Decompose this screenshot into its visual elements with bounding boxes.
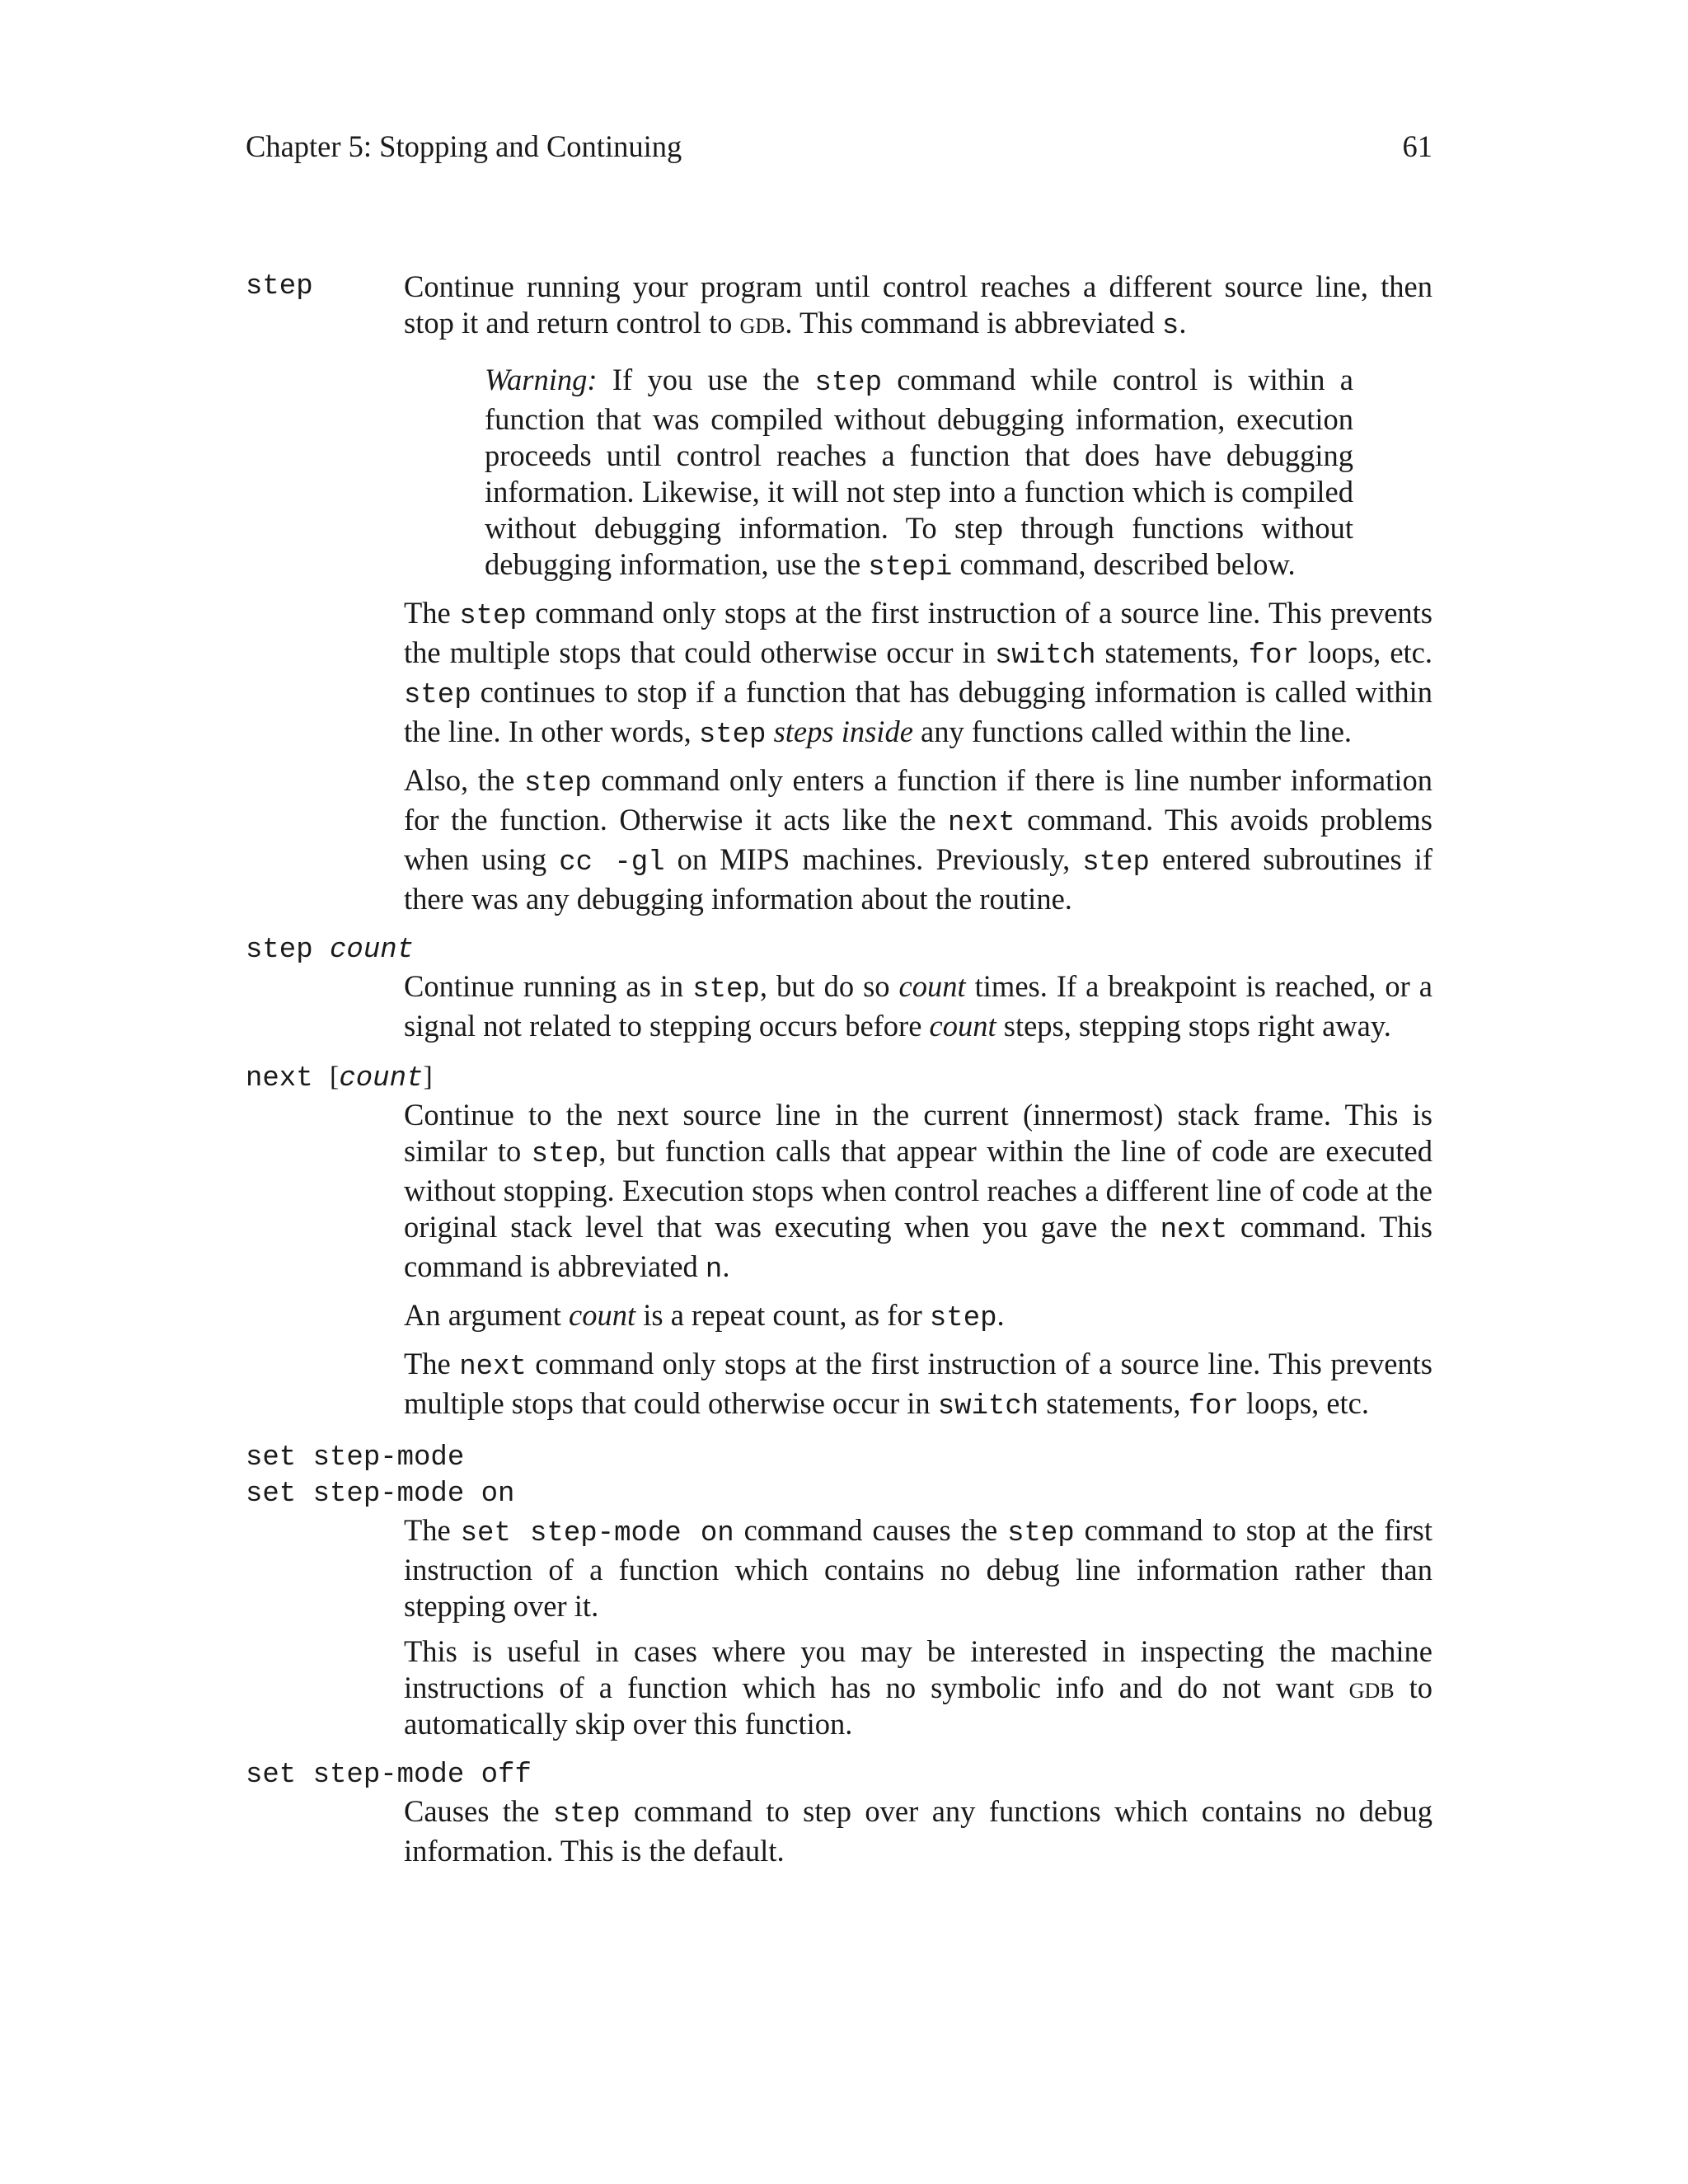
paragraph: Continue running as in step, but do so count times. If a breakpoint is reached, or a signal not related to stepping occurs before count steps, stepping stops right away. (404, 969, 1432, 1043)
term-set-step-mode-on: set step-mode on (246, 1479, 515, 1510)
paragraph: The step command only stops at the first instruction of a source line. This prevents the multiple stops that could otherwise occur in switch statements, for loops, etc. step continues to stop if a function that has debugging information is called within the line. In other words, step steps inside any functions called within the line. (404, 596, 1433, 751)
paragraph: Continue to the next source line in the current (innermost) stack frame. This is similar to step, but function calls that appear within the line of code are executed without stopping. Execution stops when control reaches a different line of code at the original stack level that was executing when you gave the next command. This command is abbreviated n. (404, 1098, 1433, 1286)
entry-set-step-mode-off (246, 1757, 1432, 1869)
paragraph: The set step-mode on command causes the step command to stop at the first instruction of a function which contains no debug line information rather than stepping over it. (404, 1513, 1432, 1623)
paragraph: Causes the step command to step over any functions which contains no debug information. This is the default. (404, 1794, 1432, 1868)
paragraph: The next command only stops at the first instruction of a source line. This prevents multiple stops that could otherwise occur in switch statements, for loops, etc. (404, 1347, 1432, 1422)
term-set-step-mode: set step-mode (246, 1442, 465, 1474)
desc-set-step-mode-off (404, 1793, 1432, 1869)
gdb-name: gdb (739, 306, 785, 340)
warning-quote: Warning: If you use the step command while control is within a function that was compiled without debugging information, execution proceeds until control reaches a function that does have debugging information. Likewise, it will not step into a function which is compiled without debugging information. To step through functions without debugging information, use the stepi command, described below. (485, 363, 1353, 583)
paragraph: An argument count is a repeat count, as for step. (404, 1298, 1005, 1334)
term-step: step (246, 271, 313, 302)
entry-next (246, 1059, 1432, 1425)
chapter-title: Chapter 5: Stopping and Continuing (246, 129, 682, 163)
desc-next (404, 1097, 1432, 1425)
desc-step-count (404, 968, 1432, 1044)
desc-set-step-mode (404, 1512, 1432, 1742)
running-header (246, 129, 1432, 165)
term-step-count: step count (246, 935, 415, 966)
paragraph: Also, the step command only enters a function if there is line number information for the function. Otherwise it acts like the next command. This avoids problems when using cc -gl on MIPS machines. Previously, step entered subroutines if there was any debugging information about the routine. (404, 763, 1433, 916)
warning-label: Warning: (485, 363, 598, 396)
term-next: next [count] (246, 1062, 433, 1094)
desc-step (404, 269, 1432, 354)
gdb-name: gdb (1348, 1671, 1395, 1704)
term-set-step-mode-off: set step-mode off (246, 1760, 532, 1791)
definition-list (246, 269, 1432, 1884)
entry-step (246, 269, 1432, 917)
page-number: 61 (1402, 129, 1432, 163)
entry-set-step-mode (246, 1440, 1432, 1742)
paragraph: This is useful in cases where you may be interested in inspecting the machine instructions of a function which has no symbolic info and do not want gdb to automatically skip over this function. (404, 1634, 1432, 1741)
entry-step-count (246, 932, 1432, 1044)
paragraph: Continue running your program until control reaches a different source line, then stop it and return control to gdb. This command is abbreviated s. (404, 269, 1432, 342)
